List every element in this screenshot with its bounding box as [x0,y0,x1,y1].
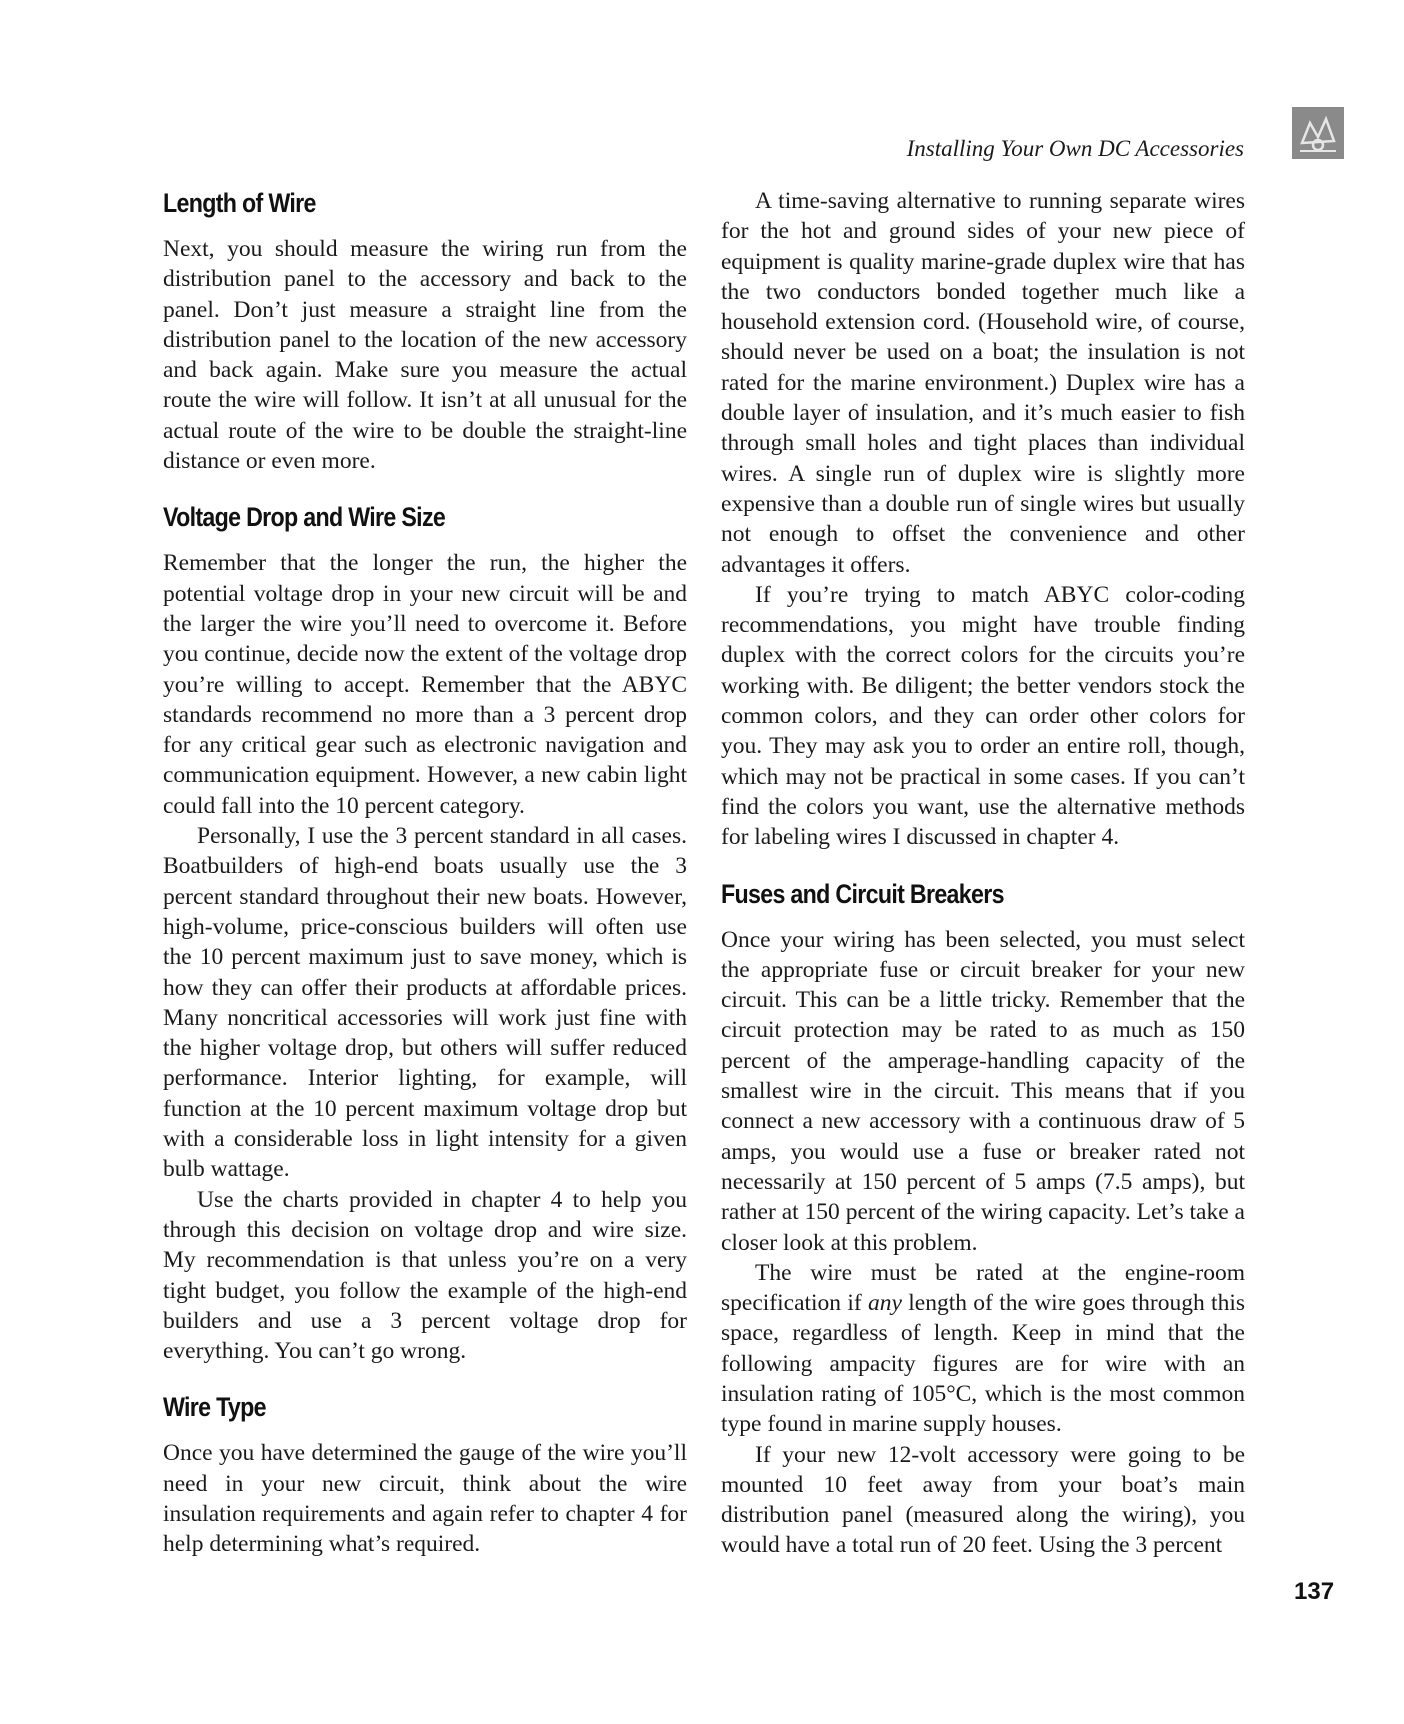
paragraph-length: Next, you should measure the wiring run from the distribution panel to the accessory and back to the panel. Don’t just measure a straight line from the distribution panel to the location of the new accessory and back again. Make sure you measure the actual route the wire will follow. It isn’t at all unusual for the actual route of the wire to be double the straight-line distance or even more. [163,236,687,475]
left-column [163,186,687,1560]
heading-wire-type: Wire Type [163,1392,266,1423]
paragraph-voltage-2: Personally, I use the 3 percent standard in all cases. Boatbuilders of high-end boats usually use the 3 percent standard throughout their new boats. However, high-volume, price-conscious builders will often use the 10 percent maximum just to save money, which is how they can offer their products at affordable prices. Many noncritical accessories will work just fine with the higher voltage drop, but others will suffer reduced performance. Interior lighting, for example, will function at the 10 percent maximum voltage drop but with a considerable loss in light intensity for a given bulb wattage. [163,823,687,1183]
paragraph-duplex-1: A time-saving alternative to running separate wires for the hot and ground sides of your new piece of equipment is quality marine-grade duplex wire that has the two conductors bonded together much like a household extension cord. (Household wire, of course, should never be used on a boat; the insulation is not rated for the marine environment.) Duplex wire has a double layer of insulation, and it’s much easier to fish through small holes and tight places than individual wires. A single run of duplex wire is slightly more expensive than a double run of single wires but usually not enough to offset the convenience and other advantages it offers. [721,188,1245,578]
chapter-badge-icon [1292,107,1344,159]
page-number: 137 [1294,1578,1335,1605]
emphasis-any: any [868,1290,902,1317]
paragraph-fuses-2-start: The wire must be rated at the engine-room specification if [721,1259,1245,1317]
right-column [721,186,1245,1561]
paragraph-fuses-3: If your new 12-volt accessory were going to be mounted 10 feet away from your boat’s main distribution panel (measured along the wiring), you would have a total run of 20 feet. Using the 3 percent [721,1441,1245,1559]
paragraph-fuses-2 [721,1258,1245,1440]
paragraph-fuses-1: Once your wiring has been selected, you must select the appropriate fuse or circuit breaker for your new circuit. This can be a little tricky. Remember that the circuit protection may be rated to as much as 150 percent of the amperage-handling capacity of the smallest wire in the circuit. This means that if you connect a new accessory with a continuous draw of 5 amps, you would use a fuse or breaker rated not necessarily at 150 percent of 5 amps (7.5 amps), but rather at 150 percent of the wiring capacity. Let’s take a closer look at this problem. [721,926,1245,1256]
paragraph-fuses-2-end: length of the wire goes through this space, regardless of length. Keep in mind that the following ampacity figures are for wire with an insulation rating of 105°C, which is the most common type found in marine supply houses. [721,1290,1245,1438]
paragraph-duplex-2: If you’re trying to match ABYC color-coding recommendations, you might have trouble finding duplex with the correct colors for the circuits you’re working with. Be diligent; the better vendors stock the common colors, and they can order other colors for you. They may ask you to order an entire roll, though, which may not be practical in some cases. If you can’t find the colors you want, use the alternative methods for labeling wires I discussed in chapter 4. [721,581,1245,851]
heading-voltage-drop: Voltage Drop and Wire Size [163,502,446,533]
running-head: Installing Your Own DC Accessories [906,136,1244,161]
paragraph-voltage-1: Remember that the longer the run, the higher the potential voltage drop in your new circuit will be and the larger the wire you’ll need to overcome it. Before you continue, decide now the extent of the voltage drop you’re willing to accept. Remember that the ABYC standards recommend no more than a 3 percent drop for any critical gear such as electronic navigation and communication equipment. However, a new cabin light could fall into the 10 percent category. [163,550,687,819]
heading-length-of-wire: Length of Wire [163,188,316,218]
paragraph-wire-type: Once you have determined the gauge of the wire you’ll need in your new circuit, think about the wire insulation requirements and again refer to chapter 4 for help determining what’s required. [163,1440,687,1558]
heading-fuses: Fuses and Circuit Breakers [721,878,1004,909]
paragraph-voltage-3: Use the charts provided in chapter 4 to help you through this decision on voltage drop and wire size. My recommendation is that unless you’re on a very tight budget, you follow the example of the high-end builders and use a 3 percent voltage drop for everything. You can’t go wrong. [163,1186,687,1365]
